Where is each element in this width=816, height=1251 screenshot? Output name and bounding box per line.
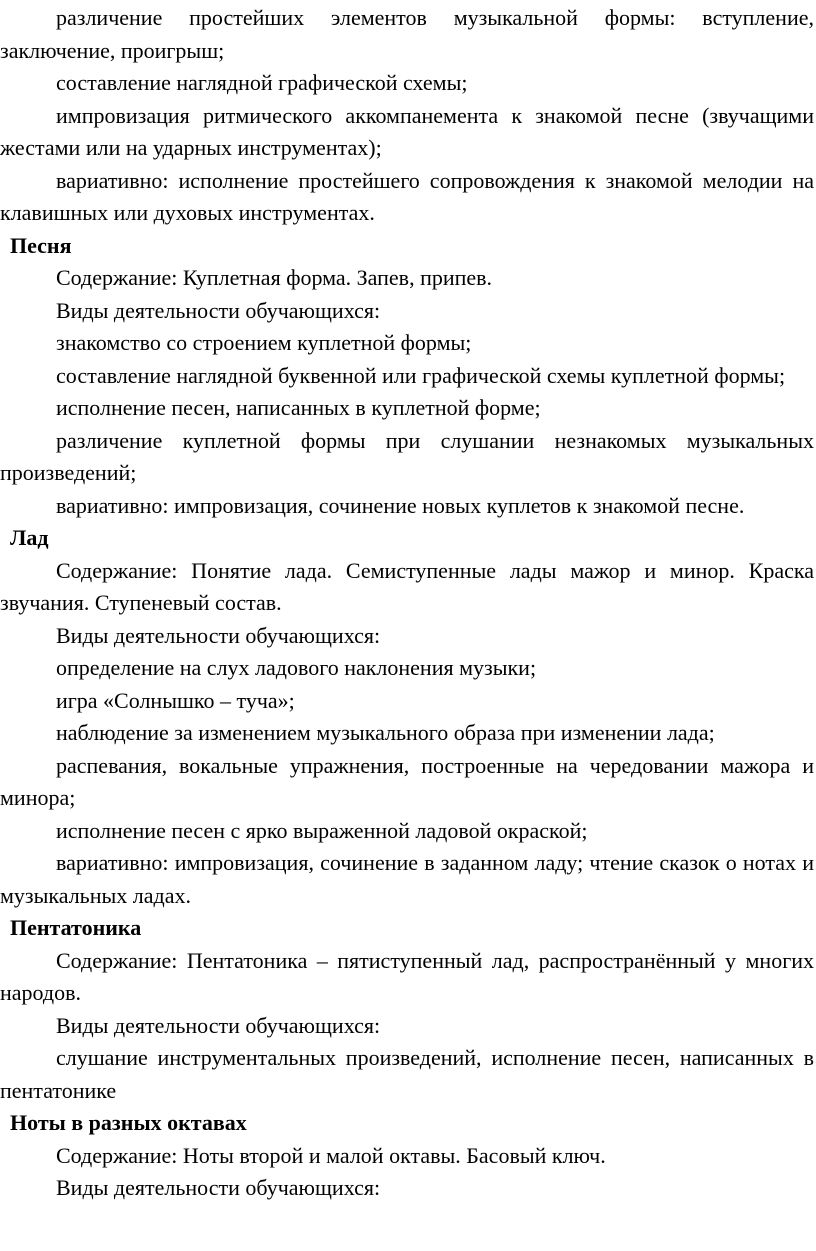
section-heading: Ноты в разных октавах (10, 1110, 247, 1135)
paragraph: исполнение песен, написанных в куплетной форме; (56, 395, 541, 420)
section-mode (0, 522, 814, 912)
paragraph: различение куплетной формы при слушании незнакомых музыкальных произведений; (0, 427, 814, 485)
section-song (0, 230, 814, 523)
section-octaves (0, 1107, 814, 1205)
paragraph: Содержание: Ноты второй и малой октавы. Басовый ключ. (56, 1142, 606, 1168)
document-body (0, 2, 814, 1205)
paragraph: различение простейших элементов музыкальной формы: вступление, заключение, проигрыш; (0, 5, 814, 63)
paragraph: распевания, вокальные упражнения, построенные на чередовании мажора и минора; (0, 752, 814, 810)
paragraph: исполнение песен с ярко выраженной ладовой окраской; (56, 817, 588, 843)
paragraph: слушание инструментальных произведений, исполнение песен, написанных в пентатонике (0, 1045, 814, 1103)
section-heading: Пентатоника (10, 915, 142, 940)
section-heading: Лад (10, 525, 49, 550)
paragraph: знакомство со строением куплетной формы; (56, 330, 472, 355)
paragraph: Содержание: Пентатоника – пятиступенный лад, распространённый у многих народов. (0, 947, 814, 1005)
paragraph: Виды деятельности обучающихся: (56, 297, 381, 323)
paragraph: Содержание: Куплетная форма. Запев, припев. (56, 265, 493, 290)
section-continuation (0, 2, 814, 230)
paragraph: вариативно: импровизация, сочинение новых куплетов к знакомой песне. (56, 492, 745, 518)
paragraph: Виды деятельности обучающихся: (56, 1012, 381, 1038)
paragraph: игра «Солнышко – туча»; (56, 687, 295, 713)
paragraph: Виды деятельности обучающихся: (56, 1175, 381, 1200)
paragraph: вариативно: импровизация, сочинение в заданном ладу; чтение сказок о нотах и музыкальных ладах. (0, 850, 814, 908)
section-heading: Песня (10, 232, 72, 258)
paragraph: вариативно: исполнение простейшего сопровождения к знакомой мелодии на клавишных или духовых инструментах. (0, 167, 814, 225)
paragraph: импровизация ритмического аккомпанемента к знакомой песне (звучащими жестами или на ударных инструментах); (0, 102, 814, 160)
paragraph: определение на слух ладового наклонения музыки; (56, 655, 537, 680)
paragraph: составление наглядной графической схемы; (56, 70, 468, 95)
paragraph: наблюдение за изменением музыкального образа при изменении лада; (56, 720, 715, 745)
paragraph: Виды деятельности обучающихся: (56, 622, 381, 648)
paragraph: Содержание: Понятие лада. Семиступенные лады мажор и минор. Краска звучания. Ступеневый состав. (0, 557, 814, 615)
paragraph: составление наглядной буквенной или графической схемы куплетной формы; (56, 362, 786, 388)
section-pentatonic (0, 912, 814, 1107)
